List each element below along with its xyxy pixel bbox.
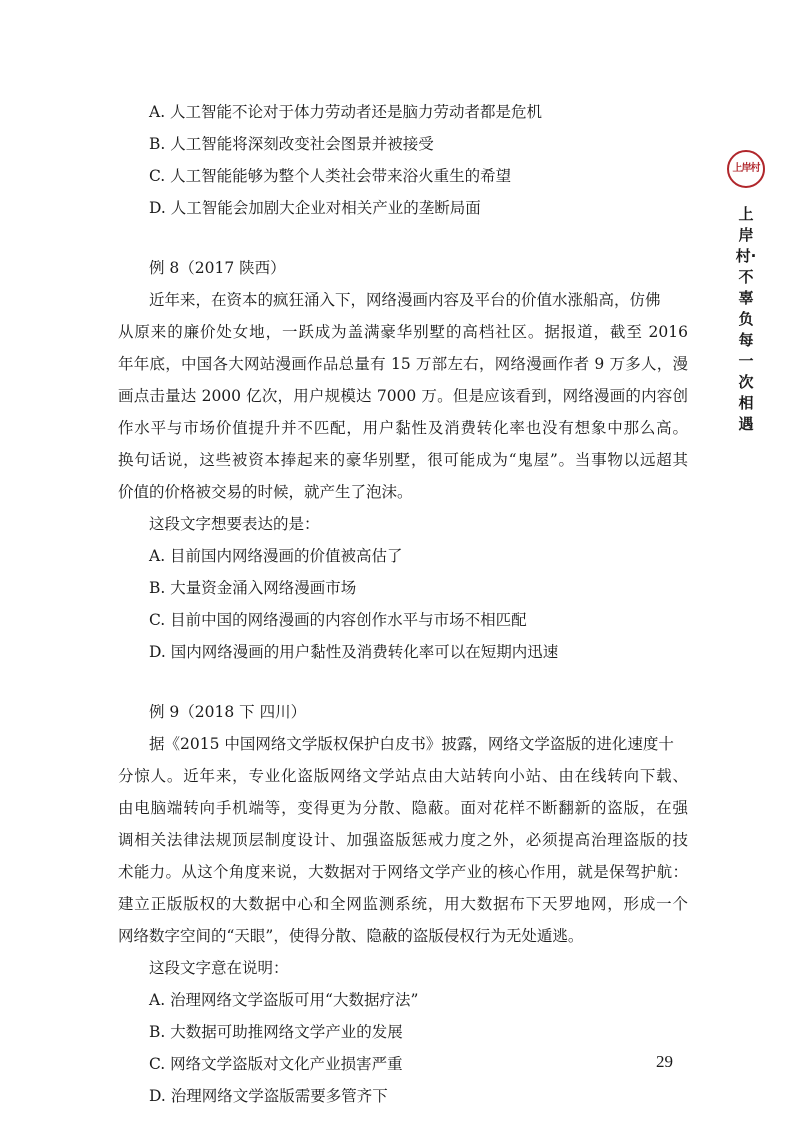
passage-line: 换句话说，这些被资本捧起来的豪华别墅，很可能成为“鬼屋”。当事物以远超其 bbox=[118, 451, 688, 469]
example-8 bbox=[118, 252, 688, 668]
passage-line: 年年底，中国各大网站漫画作品总量有 15 万部左右，网络漫画作者 9 万多人，漫 bbox=[118, 355, 688, 373]
question-stem: 这段文字意在说明： bbox=[149, 959, 289, 977]
passage-line: 近年来，在资本的疯狂涌入下，网络漫画内容及平台的价值水涨船高，仿佛 bbox=[149, 291, 661, 309]
passage-line: 由电脑端转向手机端等，变得更为分散、隐蔽。面对花样不断翻新的盗版，在强 bbox=[118, 799, 688, 817]
option-c: C. 目前中国的网络漫画的内容创作水平与市场不相匹配 bbox=[149, 611, 527, 629]
option-a: A. 治理网络文学盗版可用“大数据疗法” bbox=[149, 991, 419, 1009]
brand-slogan: 上岸村·不辜负每一次相遇 bbox=[735, 205, 757, 433]
option-c: C. 人工智能能够为整个人类社会带来浴火重生的希望 bbox=[149, 167, 512, 185]
example-heading: 例 8（2017 陕西） bbox=[149, 259, 286, 277]
passage-line: 网络数字空间的“天眼”，使得分散、隐蔽的盗版侵权行为无处遁逃。 bbox=[118, 927, 584, 945]
option-b: B. 大数据可助推网络文学产业的发展 bbox=[149, 1023, 403, 1041]
option-a: A. 目前国内网络漫画的价值被高估了 bbox=[149, 547, 403, 565]
example-heading: 例 9（2018 下 四川） bbox=[149, 703, 307, 721]
page-number: 29 bbox=[656, 1052, 673, 1071]
passage-line: 建立正版版权的大数据中心和全网监测系统，用大数据布下天罗地网，形成一个 bbox=[118, 895, 688, 913]
passage-line: 据《2015 中国网络文学版权保护白皮书》披露，网络文学盗版的进化速度十 bbox=[149, 735, 674, 753]
passage-line: 从原来的廉价处女地，一跃成为盖满豪华别墅的高档社区。据报道，截至 2016 bbox=[118, 323, 688, 341]
brand-seal-logo bbox=[727, 150, 765, 188]
option-d: D. 人工智能会加剧大企业对相关产业的垄断局面 bbox=[149, 199, 481, 217]
passage-line: 作水平与市场价值提升并不匹配，用户黏性及消费转化率也没有想象中那么高。 bbox=[118, 419, 688, 437]
option-d: D. 治理网络文学盗版需要多管齐下 bbox=[149, 1087, 388, 1105]
option-d: D. 国内网络漫画的用户黏性及消费转化率可以在短期内迅速 bbox=[149, 643, 559, 661]
passage-line: 分惊人。近年来，专业化盗版网络文学站点由大站转向小站、由在线转向下载、 bbox=[118, 767, 688, 785]
passage-line: 调相关法律法规顶层制度设计、加强盗版惩戒力度之外，必须提高治理盗版的技 bbox=[118, 831, 688, 849]
option-b: B. 大量资金涌入网络漫画市场 bbox=[149, 579, 357, 597]
option-c: C. 网络文学盗版对文化产业损害严重 bbox=[149, 1055, 403, 1073]
page-content bbox=[118, 96, 688, 1112]
passage-line: 价值的价格被交易的时候，就产生了泡沫。 bbox=[118, 483, 413, 501]
passage-line: 画点击量达 2000 亿次，用户规模达 7000 万。但是应该看到，网络漫画的内容创 bbox=[118, 387, 688, 405]
previous-question-options bbox=[118, 96, 688, 224]
passage-line: 术能力。从这个角度来说，大数据对于网络文学产业的核心作用，就是保驾护航： bbox=[118, 863, 688, 881]
example-9 bbox=[118, 696, 688, 1112]
option-b: B. 人工智能将深刻改变社会图景并被接受 bbox=[149, 135, 434, 153]
option-a: A. 人工智能不论对于体力劳动者还是脑力劳动者都是危机 bbox=[149, 103, 543, 121]
seal-text: 上岸村 bbox=[732, 163, 760, 174]
question-stem: 这段文字想要表达的是： bbox=[149, 515, 320, 533]
brand-sidebar bbox=[724, 150, 768, 435]
